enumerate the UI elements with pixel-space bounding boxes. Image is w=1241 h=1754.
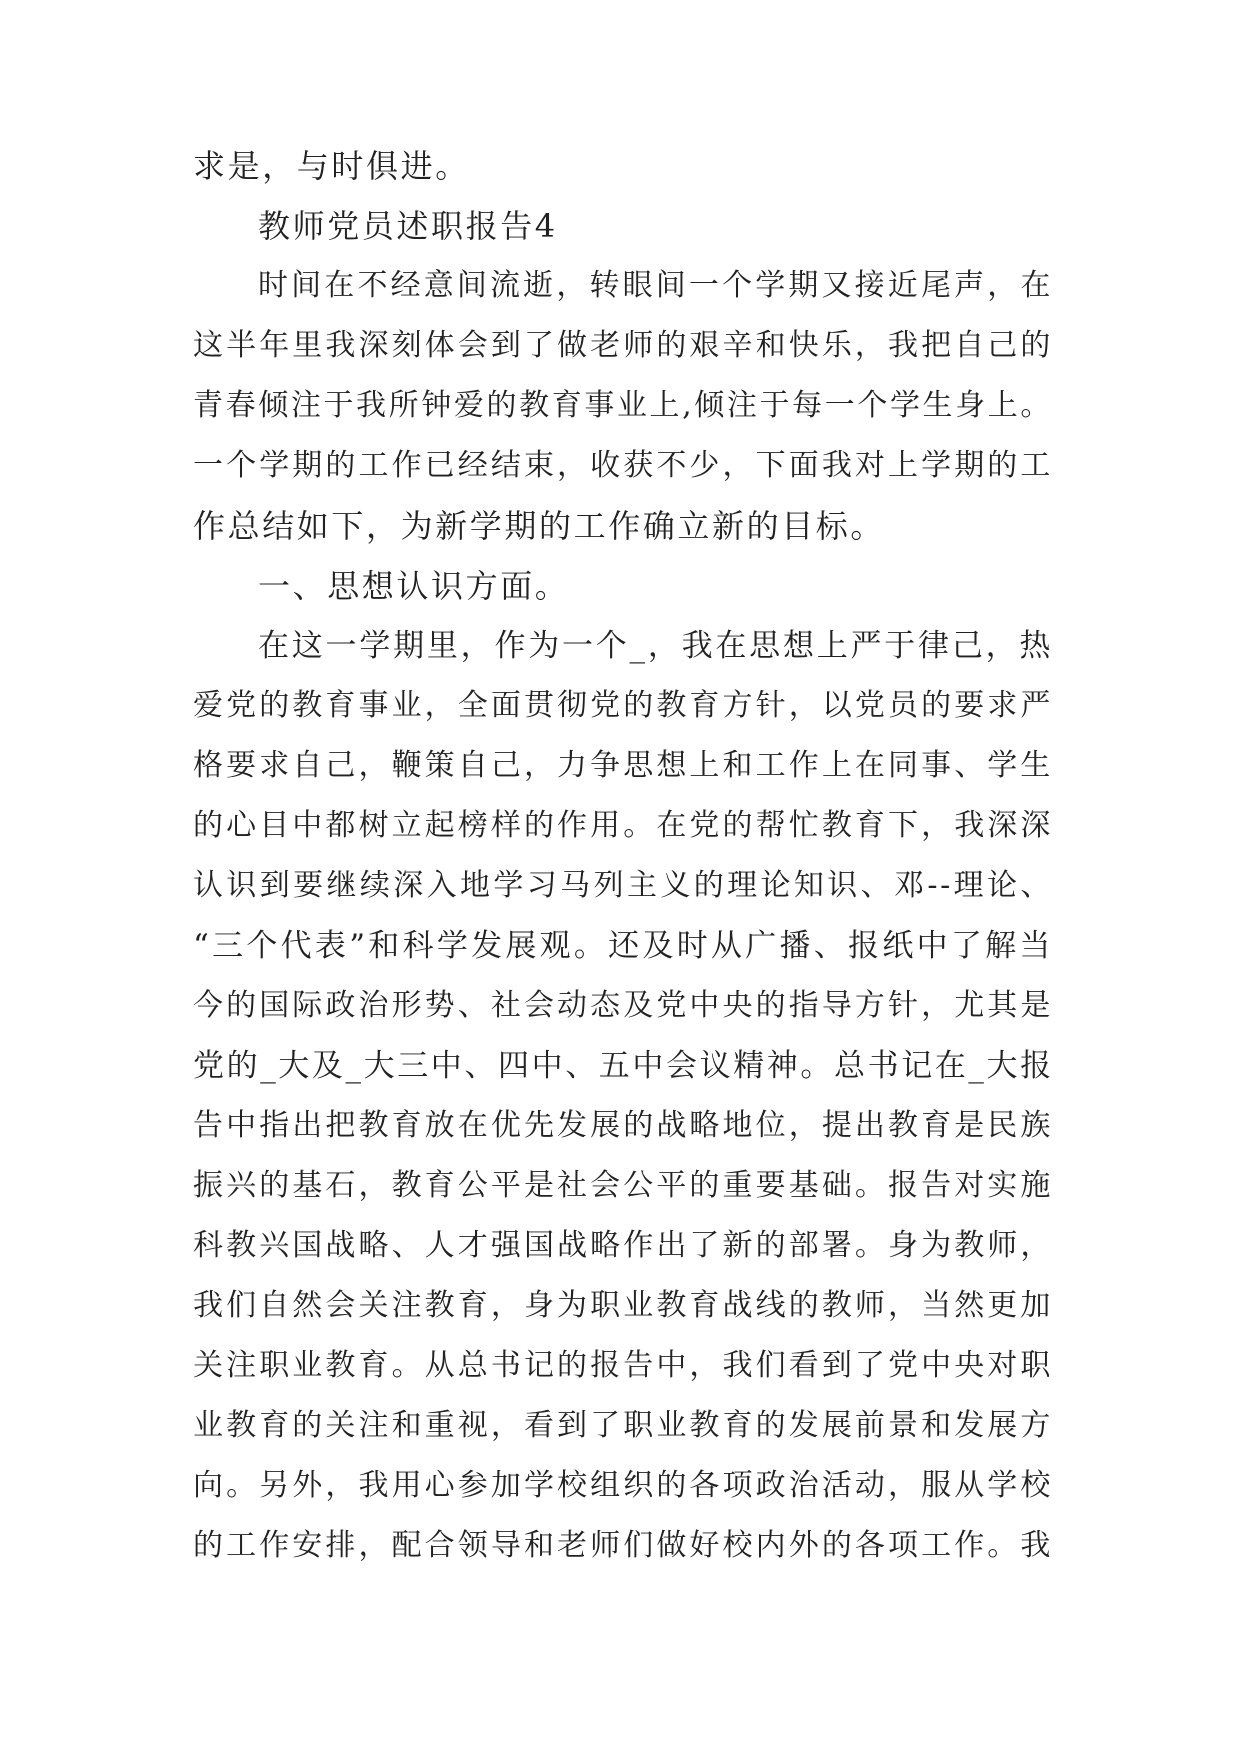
- text-line-1: 求是，与时俱进。: [193, 147, 470, 185]
- text-line-14: “三个代表”和科学发展观。还及时从广播、报纸中了解当: [193, 928, 1053, 964]
- text-line-7: 作总结如下，为新学期的工作确立新的目标。: [193, 507, 886, 545]
- text-line-24: 的工作安排，配合领导和老师们做好校内外的各项工作。我: [193, 1528, 1053, 1563]
- text-line-17: 告中指出把教育放在优先发展的战略地位，提出教育是民族: [193, 1108, 1053, 1143]
- text-line-4: 这半年里我深刻体会到了做老师的艰辛和快乐，我把自己的: [193, 328, 1053, 363]
- text-line-5: 青春倾注于我所钟爱的教育事业上,倾注于每一个学生身上。: [193, 388, 1053, 423]
- text-line-20: 我们自然会关注教育，身为职业教育战线的教师，当然更加: [193, 1288, 1053, 1323]
- text-line-6: 一个学期的工作已经结束，收获不少，下面我对上学期的工: [193, 448, 1053, 483]
- text-line-3: 时间在不经意间流逝，转眼间一个学期又接近尾声，在: [258, 268, 1053, 303]
- text-line-19: 科教兴国战略、人才强国战略作出了新的部署。身为教师，: [193, 1228, 1053, 1263]
- text-line-15: 今的国际政治形势、社会动态及党中央的指导方针，尤其是: [193, 988, 1053, 1023]
- text-line-21: 关注职业教育。从总书记的报告中，我们看到了党中央对职: [193, 1348, 1053, 1383]
- text-line-13: 认识到要继续深入地学习马列主义的理论知识、邓--理论、: [193, 868, 1053, 903]
- text-line-16: 党的_大及_大三中、四中、五中会议精神。总书记在_大报: [193, 1048, 1054, 1084]
- text-line-12: 的心目中都树立起榜样的作用。在党的帮忙教育下，我深深: [193, 808, 1053, 843]
- text-line-18: 振兴的基石，教育公平是社会公平的重要基础。报告对实施: [193, 1168, 1053, 1203]
- text-line-23: 向。另外，我用心参加学校组织的各项政治活动，服从学校: [193, 1468, 1053, 1503]
- subsection-heading: 一、思想认识方面。: [258, 567, 570, 605]
- text-line-11: 格要求自己，鞭策自己，力争思想上和工作上在同事、学生: [193, 748, 1053, 783]
- text-line-9: 在这一学期里，作为一个_，我在思想上严于律己，热: [258, 628, 1053, 664]
- text-line-22: 业教育的关注和重视，看到了职业教育的发展前景和发展方: [193, 1408, 1053, 1443]
- section-heading: 教师党员述职报告4: [258, 207, 558, 245]
- text-line-10: 爱党的教育事业，全面贯彻党的教育方针，以党员的要求严: [193, 688, 1053, 723]
